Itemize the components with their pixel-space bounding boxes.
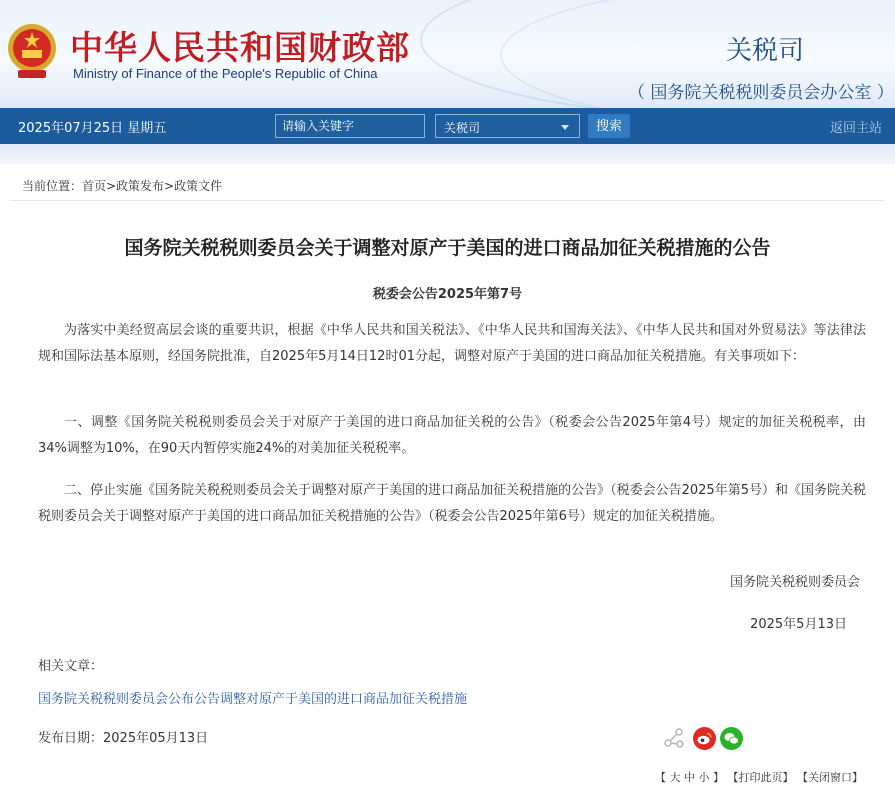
- search-input[interactable]: [275, 114, 425, 138]
- signature-date: 2025年5月13日: [750, 617, 847, 632]
- dropdown-caret-icon: [561, 125, 569, 130]
- article-doc-number: 税委会公告2025年第7号: [372, 287, 523, 302]
- sub-band: [0, 144, 895, 164]
- weibo-icon[interactable]: [693, 727, 716, 750]
- article-paragraph: 一、调整《国务院关税税则委员会关于对原产于美国的进口商品加征关税的公告》（税委会公告2025年第4号）规定的加征关税税率，由34%调整为10%，在90天内暂停实施24%的对美加征关税税率。: [38, 415, 866, 456]
- return-home-link[interactable]: 返回主站: [830, 121, 883, 136]
- site-logo-en[interactable]: Ministry of Finance of the People's Republic of China: [73, 66, 378, 81]
- related-articles-label: 相关文章：: [38, 659, 104, 674]
- share-icon[interactable]: [663, 727, 685, 749]
- page-tools[interactable]: 【 大 中 小 】 【打印此页】 【关闭窗口】: [655, 771, 863, 784]
- breadcrumb[interactable]: 当前位置：首页>政策发布>政策文件: [22, 179, 223, 193]
- article-paragraph: 二、停止实施《国务院关税税则委员会关于调整对原产于美国的进口商品加征关税措施的公告》（税委会公告2025年第5号）和《国务院关税税则委员会关于调整对原产于美国的进口商品加征关税措施的公告》（税委会公告2025年第6号）规定的加征关税措施。: [38, 483, 866, 524]
- department-subtitle: （ 国务院关税税则委员会办公室 ）: [628, 83, 894, 103]
- nav-bar: [0, 108, 895, 144]
- national-emblem-icon[interactable]: [4, 20, 60, 80]
- search-button[interactable]: 搜索: [588, 114, 630, 138]
- wechat-icon[interactable]: [720, 727, 743, 750]
- search-scope-value: 关税司: [444, 121, 481, 135]
- publish-date: 发布日期：2025年05月13日: [38, 731, 209, 746]
- department-name: 关税司: [725, 36, 804, 66]
- divider: [10, 200, 885, 201]
- signature-organization: 国务院关税税则委员会: [729, 575, 860, 590]
- article-paragraph: 为落实中美经贸高层会谈的重要共识，根据《中华人民共和国关税法》、《中华人民共和国海关法》、《中华人民共和国对外贸易法》等法律法规和国际法基本原则，经国务院批准，自2025年5月14日12时01分起，调整对原产于美国的进口商品加征关税措施。有关事项如下：: [38, 323, 866, 364]
- article-title: 国务院关税税则委员会关于调整对原产于美国的进口商品加征关税措施的公告: [124, 237, 771, 259]
- current-date: 2025年07月25日 星期五: [18, 121, 167, 136]
- related-article-link[interactable]: 国务院关税税则委员会公布公告调整对原产于美国的进口商品加征关税措施: [38, 692, 468, 707]
- site-logo-cn[interactable]: 中华人民共和国财政部: [70, 28, 410, 67]
- search-scope-select[interactable]: [435, 114, 580, 138]
- site-header: [0, 0, 895, 108]
